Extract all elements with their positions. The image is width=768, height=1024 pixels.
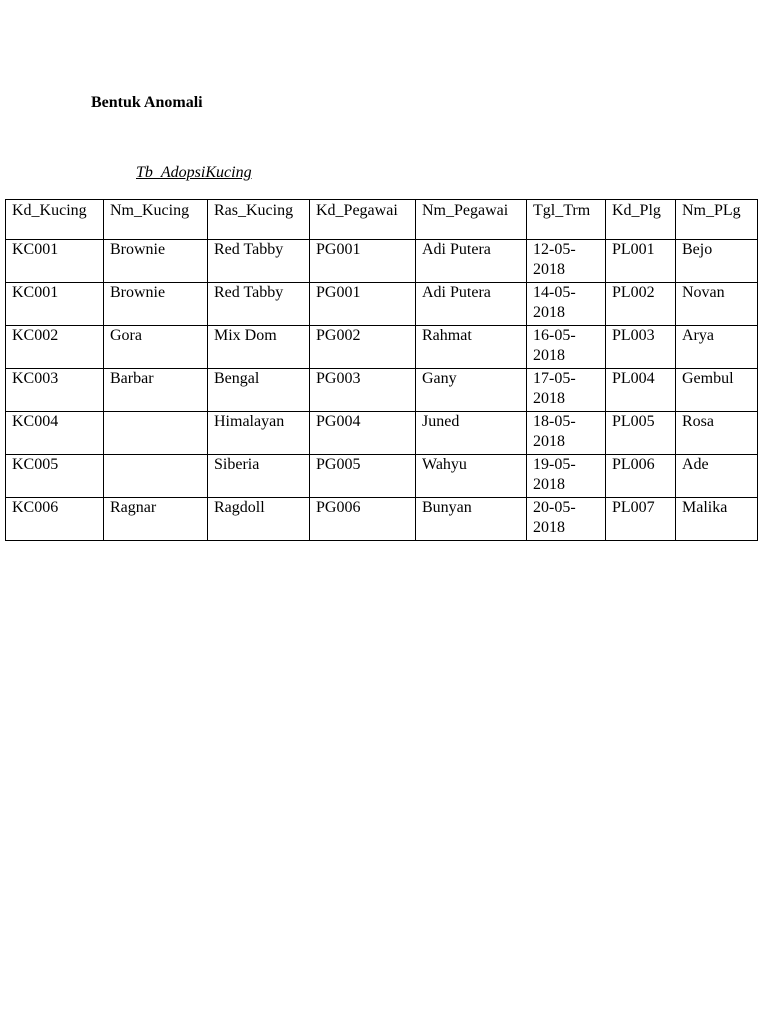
table-cell: Novan xyxy=(676,283,758,326)
table-cell: Bunyan xyxy=(416,498,527,541)
table-cell: Arya xyxy=(676,326,758,369)
table-cell: PG001 xyxy=(310,240,416,283)
column-header: Nm_Kucing xyxy=(104,200,208,240)
table-cell: KC003 xyxy=(6,369,104,412)
table-cell: Bengal xyxy=(208,369,310,412)
table-cell: 12-05-2018 xyxy=(527,240,606,283)
table-cell: KC001 xyxy=(6,240,104,283)
table-cell: PL004 xyxy=(606,369,676,412)
table-cell: Red Tabby xyxy=(208,283,310,326)
table-cell: Brownie xyxy=(104,283,208,326)
table-cell xyxy=(104,455,208,498)
table-cell: 19-05-2018 xyxy=(527,455,606,498)
table-cell: PL002 xyxy=(606,283,676,326)
table-cell: PG001 xyxy=(310,283,416,326)
table-cell: Gany xyxy=(416,369,527,412)
table-cell: Barbar xyxy=(104,369,208,412)
table-cell: Juned xyxy=(416,412,527,455)
table-cell xyxy=(104,412,208,455)
table-cell: 18-05-2018 xyxy=(527,412,606,455)
table-cell: PL005 xyxy=(606,412,676,455)
table-cell: Adi Putera xyxy=(416,240,527,283)
table-cell: PG004 xyxy=(310,412,416,455)
table-cell: PL007 xyxy=(606,498,676,541)
table-cell: Rahmat xyxy=(416,326,527,369)
table-cell: Gembul xyxy=(676,369,758,412)
table-cell: 17-05-2018 xyxy=(527,369,606,412)
table-cell: PL003 xyxy=(606,326,676,369)
table-cell: PG005 xyxy=(310,455,416,498)
table-cell: Gora xyxy=(104,326,208,369)
table-row xyxy=(6,283,758,326)
table-cell: Wahyu xyxy=(416,455,527,498)
table-cell: KC002 xyxy=(6,326,104,369)
table-cell: PG003 xyxy=(310,369,416,412)
table-cell: Rosa xyxy=(676,412,758,455)
table-cell: Siberia xyxy=(208,455,310,498)
table-cell: Malika xyxy=(676,498,758,541)
table-cell: KC001 xyxy=(6,283,104,326)
table-cell: PL001 xyxy=(606,240,676,283)
table-row xyxy=(6,498,758,541)
table-row xyxy=(6,240,758,283)
table-cell: Ragdoll xyxy=(208,498,310,541)
column-header: Kd_Pegawai xyxy=(310,200,416,240)
table-row xyxy=(6,326,758,369)
table-cell: PG002 xyxy=(310,326,416,369)
table-cell: KC004 xyxy=(6,412,104,455)
table-header-row xyxy=(6,200,758,240)
table-cell: Ragnar xyxy=(104,498,208,541)
column-header: Tgl_Trm xyxy=(527,200,606,240)
column-header: Kd_Plg xyxy=(606,200,676,240)
adopsi-kucing-table xyxy=(5,199,758,541)
column-header: Ras_Kucing xyxy=(208,200,310,240)
column-header: Nm_PLg xyxy=(676,200,758,240)
table-row xyxy=(6,369,758,412)
table-cell: Himalayan xyxy=(208,412,310,455)
table-cell: 20-05-2018 xyxy=(527,498,606,541)
table-cell: Mix Dom xyxy=(208,326,310,369)
table-row xyxy=(6,455,758,498)
table-cell: KC006 xyxy=(6,498,104,541)
table-cell: 16-05-2018 xyxy=(527,326,606,369)
table-cell: PL006 xyxy=(606,455,676,498)
table-cell: Red Tabby xyxy=(208,240,310,283)
table-cell: KC005 xyxy=(6,455,104,498)
table-row xyxy=(6,412,758,455)
table-caption: Tb_AdopsiKucing xyxy=(136,164,252,181)
table-cell: Bejo xyxy=(676,240,758,283)
table-cell: Ade xyxy=(676,455,758,498)
table-cell: PG006 xyxy=(310,498,416,541)
column-header: Kd_Kucing xyxy=(6,200,104,240)
column-header: Nm_Pegawai xyxy=(416,200,527,240)
table-cell: 14-05-2018 xyxy=(527,283,606,326)
section-heading: Bentuk Anomali xyxy=(91,94,203,111)
table-cell: Brownie xyxy=(104,240,208,283)
table-cell: Adi Putera xyxy=(416,283,527,326)
